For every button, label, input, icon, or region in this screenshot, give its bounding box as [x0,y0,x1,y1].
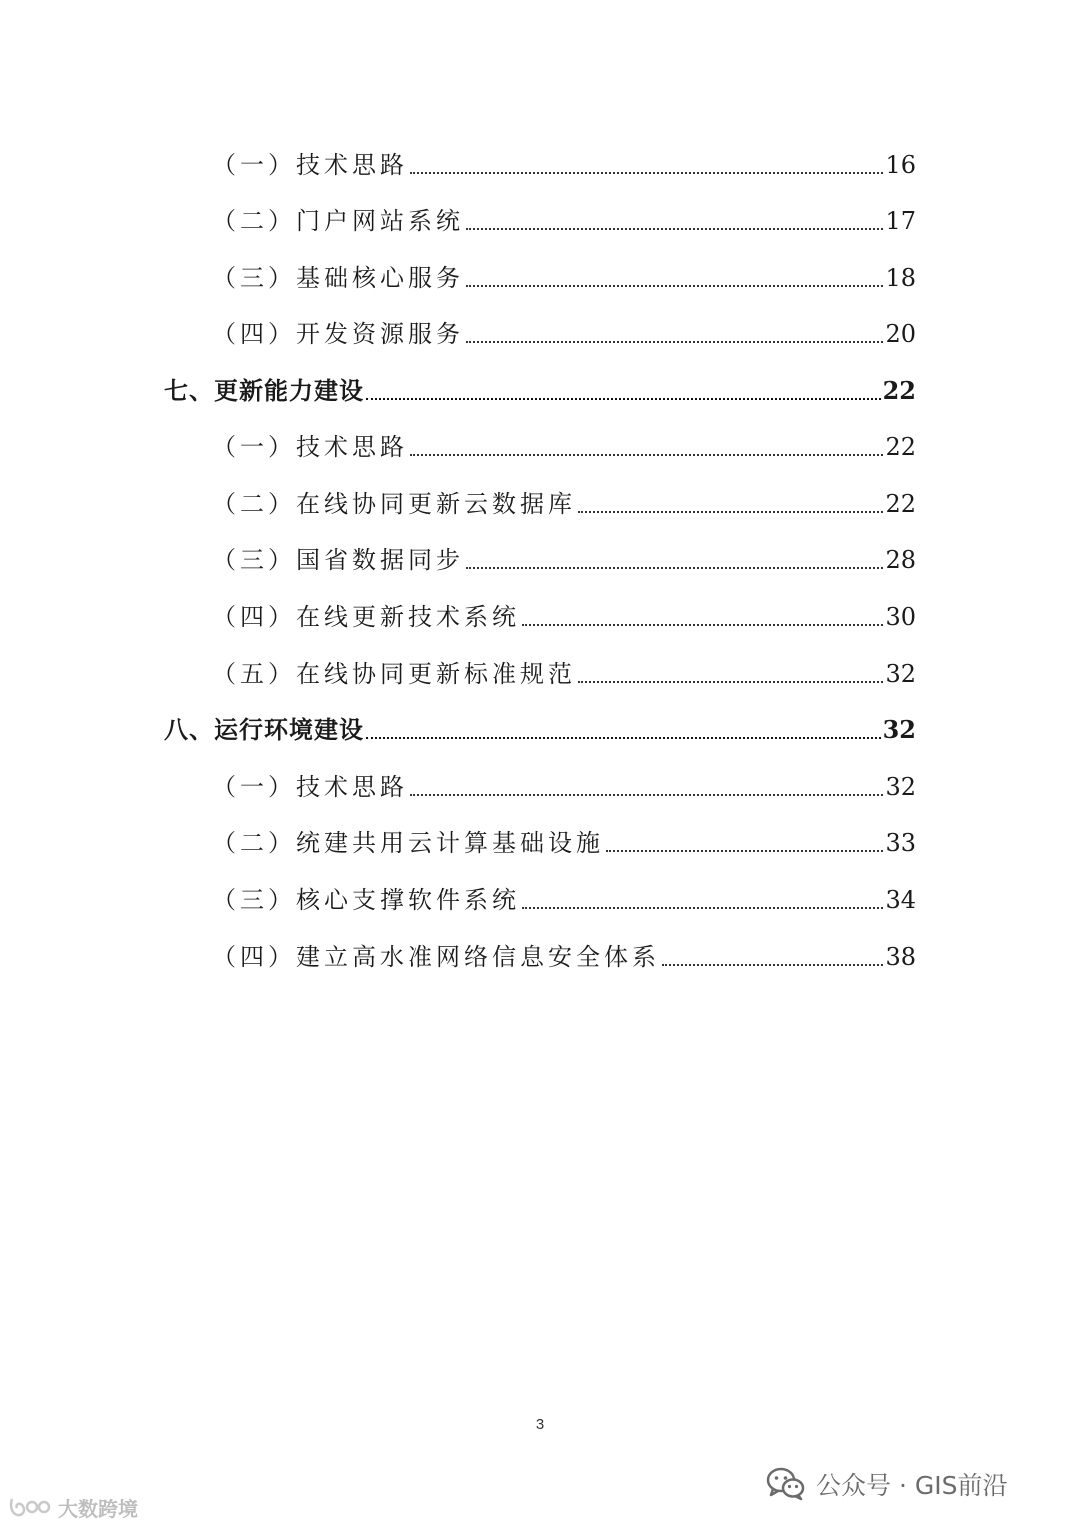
toc-leader-dots [366,736,881,739]
toc-entry[interactable] [0,422,1080,462]
toc-leader-dots [522,906,883,909]
toc-entry-label: （二）门户网站系统 [212,207,464,235]
toc-entry-page: 17 [885,207,916,235]
toc-chapter-entry[interactable] [0,366,1080,406]
toc-entry-page: 18 [885,264,916,292]
toc-entry-label: （二）在线协同更新云数据库 [212,490,576,518]
toc-entry-label: （四）在线更新技术系统 [212,603,520,631]
toc-entry[interactable] [0,140,1080,180]
toc-entry[interactable] [0,592,1080,632]
toc-entry[interactable] [0,535,1080,575]
toc-entry[interactable] [0,762,1080,802]
page-number: 3 [535,1416,545,1433]
toc-entry[interactable] [0,479,1080,519]
toc-entry-page: 32 [882,715,916,744]
toc-leader-dots [466,340,883,343]
toc-leader-dots [522,623,883,626]
toc-entry-label: 八、运行环境建设 [164,716,364,744]
toc-entry-page: 22 [885,433,916,461]
toc-leader-dots [578,510,883,513]
toc-entry-page: 34 [885,886,916,914]
toc-entry-page: 28 [885,546,916,574]
toc-entry-label: （四）开发资源服务 [212,320,464,348]
toc-leader-dots [466,284,883,287]
toc-entry-page: 16 [885,151,916,179]
toc-entry-label: （三）国省数据同步 [212,546,464,574]
toc-leader-dots [410,793,883,796]
toc-entry-label: 七、更新能力建设 [164,377,364,405]
toc-leader-dots [662,963,883,966]
toc-entry-page: 20 [885,320,916,348]
wechat-icon [766,1467,806,1501]
toc-entry-label: （一）技术思路 [212,773,408,801]
toc-entry-page: 22 [882,376,916,405]
toc-entry-label: （三）核心支撑软件系统 [212,886,520,914]
toc-entry[interactable] [0,875,1080,915]
watermark-text: 公众号 · GIS前沿 [816,1471,1008,1500]
toc-entry-page: 38 [885,943,916,971]
brand-logo-icon [8,1495,54,1519]
toc-entry[interactable] [0,649,1080,689]
brand-watermark [8,1492,138,1522]
toc-leader-dots [410,453,883,456]
toc-entry-page: 32 [885,773,916,801]
toc-entry[interactable] [0,196,1080,236]
toc-entry-page: 32 [885,660,916,688]
toc-entry-page: 22 [885,490,916,518]
toc-leader-dots [466,227,883,230]
toc-entry[interactable] [0,932,1080,972]
toc-leader-dots [366,397,881,400]
wechat-watermark [766,1464,1007,1504]
toc-leader-dots [410,171,883,174]
brand-watermark-text: 大数跨境 [58,1496,138,1521]
toc-entry-label: （二）统建共用云计算基础设施 [212,829,604,857]
toc-entry[interactable] [0,818,1080,858]
toc-entry-label: （一）技术思路 [212,433,408,461]
toc-entry[interactable] [0,253,1080,293]
toc-leader-dots [606,849,883,852]
toc-leader-dots [578,680,883,683]
toc-entry-page: 30 [885,603,916,631]
toc-leader-dots [466,566,883,569]
toc-chapter-entry[interactable] [0,705,1080,745]
toc-entry-label: （五）在线协同更新标准规范 [212,660,576,688]
toc-entry-label: （一）技术思路 [212,151,408,179]
toc-entry-label: （三）基础核心服务 [212,264,464,292]
toc-entry[interactable] [0,309,1080,349]
toc-entry-page: 33 [885,829,916,857]
toc-entry-label: （四）建立高水准网络信息安全体系 [212,943,660,971]
